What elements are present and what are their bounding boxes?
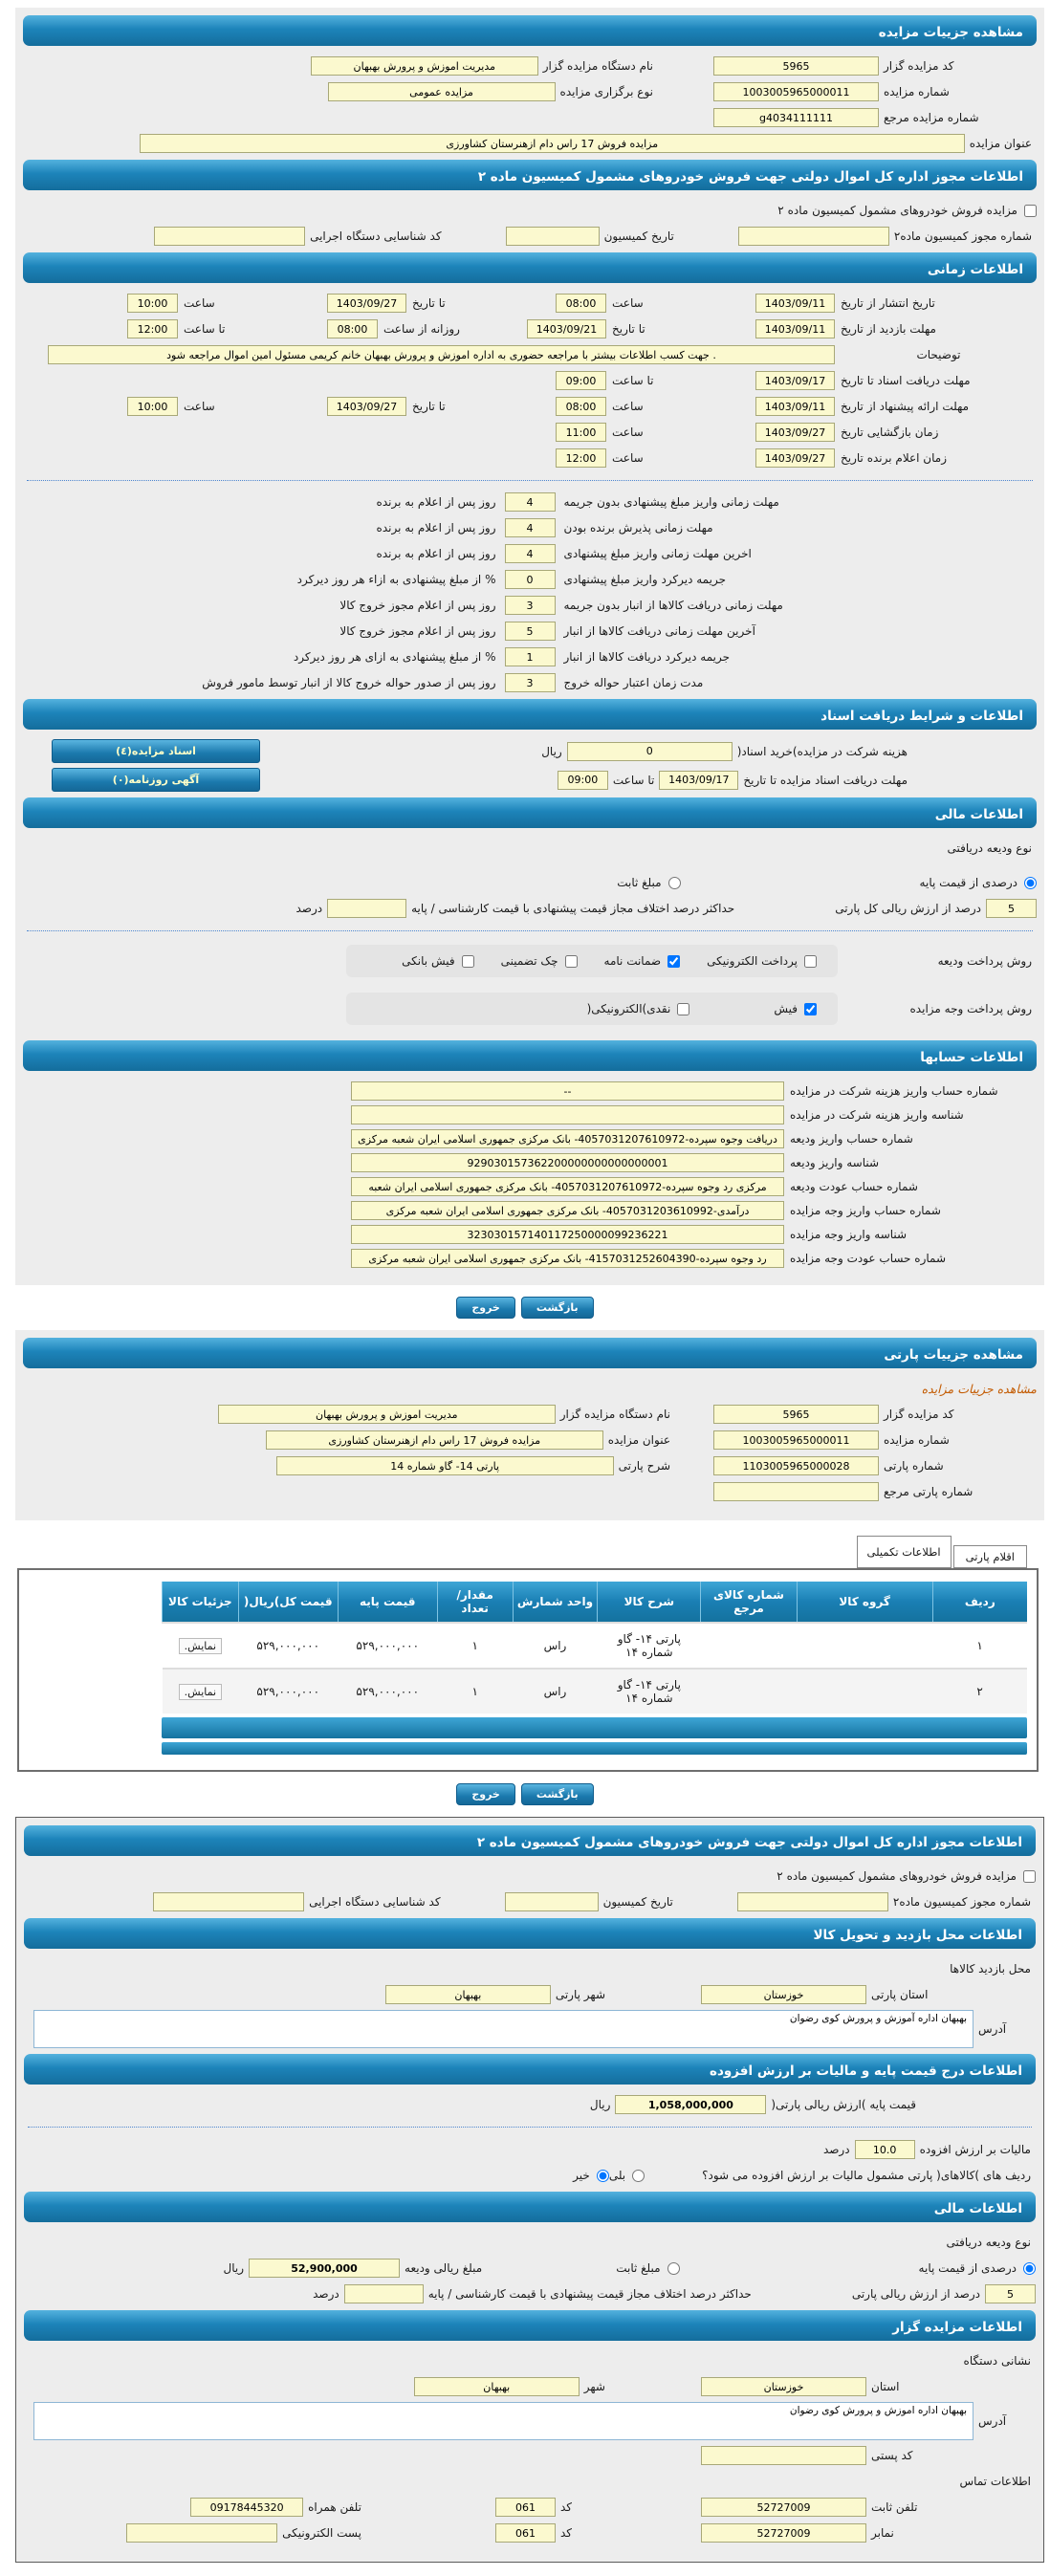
col-ref: شماره کالای مرجع	[701, 1582, 797, 1623]
fixed-amount-label: مبلغ ثابت	[616, 2261, 661, 2275]
party-code-label: کد مزایده گزار	[884, 1408, 954, 1421]
base-price-label: قیمت پایه )ارزش ریالی پارتی(	[771, 2098, 916, 2111]
cell-unit: راس	[513, 1669, 598, 1714]
docs-deadline-label: مهلت دریافت اسناد تا تاریخ	[841, 374, 971, 387]
epay-label: پرداخت الکترونیکی	[707, 954, 798, 968]
publish-to-label: تا تاریخ	[412, 296, 446, 310]
vat-no-radio-row[interactable]	[573, 2169, 609, 2182]
slip-label: فیش	[774, 1002, 798, 1015]
notes-input[interactable]	[48, 345, 835, 364]
madeh2-execid-label: کد شناسایی دستگاه اجرایی	[309, 1895, 441, 1909]
account-input[interactable]	[351, 1177, 784, 1196]
tab-party-items[interactable]: اقلام پارتی	[953, 1545, 1027, 1568]
org-province-label: استان	[871, 2380, 900, 2393]
madeh2-license-label: شماره مجوز کمیسیون ماده۲	[892, 1895, 1031, 1909]
mobile-label: تلفن همراه	[308, 2500, 361, 2514]
vat-unit: درصد	[822, 2143, 850, 2156]
deposit-method-label: روش پرداخت ودیعه	[937, 954, 1032, 968]
cell-total-price: ۵۲۹,۰۰۰,۰۰۰	[238, 1623, 338, 1669]
phone-code-label: کد	[559, 2500, 572, 2514]
section-header-pricing: اطلاعات درج قیمت پایه و مالیات بر ارزش افزوده	[24, 2054, 1036, 2085]
opening-label: زمان بازگشایی تاریخ	[841, 426, 939, 439]
account-input[interactable]	[351, 1105, 784, 1124]
madeh2-checkbox-row[interactable]	[777, 1869, 1036, 1883]
account-label: شناسه واریز هزینه شرکت در مزایده	[790, 1108, 964, 1122]
section-header-auction-details: مشاهده جزییات مزایده	[23, 15, 1037, 46]
cell-desc: پارتی ۱۴- گاو شماره ۱۴	[598, 1669, 701, 1714]
cell-base-price: ۵۲۹,۰۰۰,۰۰۰	[338, 1623, 437, 1669]
madeh2-checkbox-label: مزایده فروش خودروهای مشمول کمیسیون ماده ۲	[777, 204, 1017, 217]
section-header-timing: اطلاعات زمانی	[23, 252, 1037, 283]
org-address-input[interactable]	[33, 2402, 973, 2440]
auction-type-input[interactable]	[328, 82, 556, 101]
deposit-percent-input[interactable]	[986, 899, 1037, 918]
auction-type-label: نوع برگزاری مزایده	[559, 85, 653, 98]
cell-row: ۲	[932, 1669, 1027, 1714]
fee-input[interactable]	[567, 742, 733, 761]
deadline-suffix: روز پس از اعلام مجوز خروج کالا	[339, 599, 496, 612]
fax-code-label: کد	[559, 2526, 572, 2540]
publish-from-time[interactable]	[556, 294, 606, 313]
deadline-input[interactable]	[505, 492, 556, 512]
offer-label: مهلت ارائه پیشنهاد از تاریخ	[841, 400, 970, 413]
org-address-label: آدرس	[978, 2414, 1007, 2428]
party-city-input[interactable]	[385, 1985, 551, 2004]
maxdiff-label: حداکثر درصد اختلاف مجاز قیمت پیشنهادی با قیمت کارشناسی / پایه	[427, 2287, 752, 2301]
account-label: شناسه واریز ودیعه	[790, 1156, 880, 1169]
account-input[interactable]	[351, 1129, 784, 1148]
fixed-amount-radio[interactable]	[667, 2262, 680, 2275]
madeh2-date-label: تاریخ کمیسیون	[603, 229, 674, 243]
deadline-suffix: % از مبلغ پیشنهادی به ازاء هر روز دیرکرد	[296, 573, 496, 586]
madeh2-execid-label: کد شناسایی دستگاه اجرایی	[310, 229, 442, 243]
docs-sec-hour-label: تا ساعت	[612, 773, 655, 787]
phone-code-input[interactable]	[495, 2498, 556, 2517]
account-input[interactable]	[351, 1201, 784, 1220]
org-city-label: شهر	[583, 2380, 605, 2393]
deadline-label: مدت زمان اعتبار حواله خروج	[563, 676, 704, 689]
party-code-input[interactable]	[713, 1405, 879, 1424]
party-number-input[interactable]	[713, 1456, 879, 1475]
postal-code-input[interactable]	[701, 2446, 866, 2465]
party-extra-panel	[15, 1817, 1044, 2563]
phone-input[interactable]	[701, 2498, 866, 2517]
maxdiff-input[interactable]	[344, 2284, 424, 2303]
visit-from-time[interactable]	[327, 319, 378, 338]
bank-slip-checkbox[interactable]	[462, 955, 474, 968]
vat-yes-radio-row[interactable]	[609, 2169, 645, 2182]
vat-yes-radio[interactable]	[632, 2170, 645, 2182]
cell-total-price: ۵۲۹,۰۰۰,۰۰۰	[238, 1669, 338, 1714]
auction-details-panel	[15, 8, 1044, 1285]
cell-ref	[701, 1669, 797, 1714]
docs-deadline-hour-label: تا ساعت	[612, 374, 654, 387]
col-base-price: قیمت پایه	[338, 1582, 437, 1623]
view-auction-details-link[interactable]: مشاهده جزییات مزایده	[921, 1381, 1037, 1396]
col-total-price: قیمت کل)ریال(	[238, 1582, 338, 1623]
auction-number-label: شماره مزایده	[884, 85, 950, 98]
madeh2-execid-input[interactable]	[153, 1892, 304, 1911]
table-footer-bar	[162, 1717, 1027, 1738]
deadline-input[interactable]	[505, 518, 556, 537]
vat-question-label: ردیف های )کالاهای( پارتی مشمول مالیات بر ارزش افزوده می شود؟	[702, 2169, 1031, 2182]
deadline-input[interactable]	[505, 673, 556, 692]
deadline-label: مهلت زمانی واریز مبلغ پیشنهادی بدون جریمه	[563, 495, 779, 509]
guarantee-checkbox[interactable]	[667, 955, 680, 968]
vat-no-radio[interactable]	[597, 2170, 609, 2182]
party-org-label: نام دستگاه مزایده گزار	[559, 1408, 670, 1421]
deadline-input[interactable]	[505, 596, 556, 615]
dep-opt-epay[interactable]	[707, 954, 817, 968]
party-auction-title-label: عنوان مزایده	[607, 1433, 670, 1447]
pay-opt-slip[interactable]	[774, 1002, 817, 1015]
visit-place-label: محل بازدید کالاها	[950, 1962, 1031, 1976]
vat-label: مالیات بر ارزش افزوده	[919, 2143, 1031, 2156]
party-address-input[interactable]	[33, 2010, 973, 2048]
deadline-input[interactable]	[505, 570, 556, 589]
auction-ref-label: شماره مزایده مرجع	[884, 111, 979, 124]
docs-sec-deadline-time[interactable]	[558, 771, 608, 790]
deadline-label: مهلت زمانی دریافت کالاها از انبار بدون جریمه	[563, 599, 783, 612]
maxdiff-unit: درصد	[295, 902, 323, 915]
dotted-separator	[27, 930, 1033, 931]
pay-opt-cash[interactable]	[587, 1002, 690, 1015]
show-details-link[interactable]: نمایش.	[179, 1684, 222, 1700]
percent-of-base-label: درصدی از قیمت پایه	[919, 876, 1017, 889]
dotted-separator	[28, 2127, 1032, 2128]
email-input[interactable]	[126, 2523, 277, 2543]
fee-unit: ریال	[541, 744, 562, 758]
party-details-panel	[15, 1330, 1044, 1520]
party-city-label: شهر پارتی	[555, 1988, 605, 2001]
secured-check-label: چک تضمینی	[500, 954, 558, 968]
party-address-label: آدرس	[978, 2022, 1007, 2036]
show-details-link[interactable]: نمایش.	[179, 1638, 222, 1654]
auction-number-input[interactable]	[713, 82, 879, 101]
madeh2-date-label: تاریخ کمیسیون	[602, 1895, 673, 1909]
madeh2-date-input[interactable]	[506, 227, 600, 246]
publish-to-time[interactable]	[127, 294, 178, 313]
section-header-location: اطلاعات محل بازدید و تحویل کالا	[24, 1918, 1036, 1949]
section-header-madeh2: اطلاعات مجوز اداره کل اموال دولتی جهت فروش خودروهای مشمول کمیسیون ماده ۲	[23, 160, 1037, 190]
section-header-madeh2-b: اطلاعات مجوز اداره کل اموال دولتی جهت فروش خودروهای مشمول کمیسیون ماده ۲	[24, 1825, 1036, 1856]
mobile-input[interactable]	[190, 2498, 303, 2517]
opening-date[interactable]	[755, 423, 835, 442]
cell-desc: پارتی ۱۴- گاو شماره ۱۴	[598, 1623, 701, 1669]
offer-to-label: تا تاریخ	[412, 400, 446, 413]
cell-base-price: ۵۲۹,۰۰۰,۰۰۰	[338, 1669, 437, 1714]
deposit-percent-label: درصد از ارزش ریالی پارتی	[851, 2287, 980, 2301]
deadline-suffix: % از مبلغ پیشنهادی به ازای هر روز دیرکرد	[293, 650, 496, 664]
org-province-input[interactable]	[701, 2377, 866, 2396]
deposit-amount-label: مبلغ ریالی ودیعه	[405, 2261, 483, 2275]
auction-docs-button[interactable]: اسناد مزایده(٤)	[52, 739, 260, 763]
deadline-suffix: روز پس از اعلام مجوز خروج کالا	[339, 624, 496, 638]
percent-of-base-radio[interactable]	[1024, 877, 1037, 889]
publish-label: تاریخ انتشار از تاریخ	[841, 296, 935, 310]
deadline-suffix: روز پس از اعلام به برنده	[376, 495, 496, 509]
exit-button[interactable]: خروج	[456, 1783, 515, 1805]
party-ref-label: شماره پارتی مرجع	[884, 1485, 973, 1498]
col-details: جزئیات کالا	[163, 1582, 239, 1623]
party-desc-input[interactable]	[276, 1456, 614, 1475]
auction-code-label: کد مزایده گزار	[884, 59, 954, 73]
dep-opt-check[interactable]	[501, 954, 578, 968]
cell-qty: ۱	[437, 1669, 513, 1714]
party-province-input[interactable]	[701, 1985, 866, 2004]
madeh2-license-input[interactable]	[737, 1892, 888, 1911]
percent-of-base-radio-row[interactable]	[920, 876, 1037, 889]
dotted-separator	[27, 480, 1033, 481]
account-input[interactable]	[351, 1225, 784, 1244]
guarantee-label: ضمانت نامه	[603, 954, 662, 968]
vat-yes-label: بلی	[608, 2169, 626, 2182]
email-label: پست الکترونیکی	[282, 2526, 361, 2540]
percent-of-base-label: درصدی از قیمت پایه	[918, 2261, 1017, 2275]
postal-code-label: کد پستی	[871, 2449, 913, 2462]
account-label: شماره حساب عودت ودیعه	[790, 1180, 918, 1193]
items-table	[162, 1582, 1027, 1714]
deadline-label: اخرین مهلت زمانی واریز مبلغ پیشنهادی	[563, 547, 752, 560]
fixed-amount-radio-row[interactable]	[616, 2261, 679, 2275]
account-label: شماره حساب واریز هزینه شرکت در مزایده	[790, 1084, 998, 1098]
table-pager-bar	[162, 1742, 1027, 1755]
offer-from-date[interactable]	[755, 397, 835, 416]
back-button[interactable]: بازگشت	[521, 1297, 594, 1319]
publish-to-date[interactable]	[327, 294, 406, 313]
offer-to-date[interactable]	[327, 397, 406, 416]
offer-from-time[interactable]	[556, 397, 606, 416]
fee-label: هزینه شرکت در مزایده)خرید اسناد(	[736, 744, 908, 758]
deposit-method-options	[346, 945, 838, 977]
section-header-accounts: اطلاعات حسابها	[23, 1040, 1037, 1071]
offer-to-hour-label: ساعت	[184, 400, 215, 413]
auction-code-input[interactable]	[713, 56, 879, 76]
contact-info-title: اطلاعات تماس	[959, 2475, 1031, 2488]
organizer-name-label: نام دستگاه مزایده گزار	[542, 59, 653, 73]
party-auction-title-input[interactable]	[266, 1430, 603, 1450]
cell-unit: راس	[513, 1623, 598, 1669]
organizer-name-input[interactable]	[311, 56, 538, 76]
deposit-percent-input[interactable]	[985, 2284, 1036, 2303]
section-header-financial2: اطلاعات مالی	[24, 2192, 1036, 2222]
party-auction-number-input[interactable]	[713, 1430, 879, 1450]
cell-qty: ۱	[437, 1623, 513, 1669]
deadline-label: جریمه دیرکرد واریز مبلغ پیشنهادی	[563, 573, 726, 586]
account-label: شماره حساب واریز ودیعه	[790, 1132, 913, 1146]
deadline-suffix: روز پس از اعلام به برنده	[376, 547, 496, 560]
winner-hour-label: ساعت	[612, 451, 644, 465]
deposit-type-label: نوع ودیعه دریافتی	[946, 2236, 1031, 2249]
publish-to-hour-label: ساعت	[184, 296, 215, 310]
fax-code-input[interactable]	[495, 2523, 556, 2543]
fixed-amount-radio-row[interactable]	[617, 876, 680, 889]
visit-daily-label: روزانه از ساعت	[383, 322, 460, 336]
deadline-input[interactable]	[505, 622, 556, 641]
winner-label: زمان اعلام برنده تاریخ	[841, 451, 947, 465]
vat-no-label: خیر	[573, 2169, 590, 2182]
deposit-percent-label: درصد از ارزش ریالی کل پارتی	[835, 902, 981, 915]
account-input[interactable]	[351, 1081, 784, 1101]
publish-from-date[interactable]	[755, 294, 835, 313]
fax-label: نمابر	[871, 2526, 894, 2540]
deadline-input[interactable]	[505, 647, 556, 666]
base-price-input[interactable]	[615, 2095, 766, 2114]
table-row	[163, 1669, 1028, 1714]
account-input[interactable]	[351, 1153, 784, 1172]
docs-deadline-time[interactable]	[556, 371, 606, 390]
fixed-amount-radio[interactable]	[668, 877, 681, 889]
opening-time[interactable]	[556, 423, 606, 442]
dep-opt-guarantee[interactable]	[604, 954, 681, 968]
vat-input[interactable]	[855, 2140, 915, 2159]
cash-electronic-label: نقدی)الکترونیکی(	[586, 1002, 671, 1015]
slip-checkbox[interactable]	[804, 1003, 817, 1015]
party-auction-number-label: شماره مزایده	[884, 1433, 950, 1447]
col-group: گروه کالا	[797, 1582, 932, 1623]
newspaper-ad-button[interactable]: آگهی روزنامه(٠)	[52, 768, 260, 792]
col-qty: مقدار/ تعداد	[437, 1582, 513, 1623]
maxdiff-input[interactable]	[327, 899, 406, 918]
pay-method-options	[346, 993, 838, 1025]
secured-check-checkbox[interactable]	[565, 955, 578, 968]
visit-label: مهلت بازدید از تاریخ	[841, 322, 936, 336]
percent-of-base-radio-row[interactable]	[919, 2261, 1036, 2275]
party-ref-input[interactable]	[713, 1482, 879, 1501]
exit-button[interactable]: خروج	[456, 1297, 515, 1319]
docs-sec-deadline-label: مهلت دریافت اسناد مزایده تا تاریخ	[743, 773, 908, 787]
section-header-party-details: مشاهده جزییات پارتی	[23, 1338, 1037, 1368]
deadline-input[interactable]	[505, 544, 556, 563]
section-header-organizer: اطلاعات مزایده گزار	[24, 2310, 1036, 2341]
visit-from-date[interactable]	[755, 319, 835, 338]
party-org-input[interactable]	[218, 1405, 556, 1424]
account-label: شناسه واریز وجه مزایده	[790, 1228, 908, 1241]
madeh2-license-input[interactable]	[738, 227, 889, 246]
col-unit: واحد شمارش	[513, 1582, 598, 1623]
items-table-box	[17, 1568, 1039, 1772]
madeh2-checkbox-label: مزایده فروش خودروهای مشمول کمیسیون ماده ۲	[777, 1869, 1017, 1883]
madeh2-execid-input[interactable]	[154, 227, 305, 246]
publish-hour-label: ساعت	[612, 296, 644, 310]
cash-electronic-checkbox[interactable]	[677, 1003, 689, 1015]
cell-group	[797, 1669, 932, 1714]
visit-to-time[interactable]	[127, 319, 178, 338]
docs-deadline-date[interactable]	[755, 371, 835, 390]
party-desc-label: شرح پارتی	[618, 1459, 670, 1473]
notes-label: توضیحات	[916, 348, 961, 361]
auction-title-input[interactable]	[140, 134, 965, 153]
bank-slip-label: فیش بانکی	[402, 954, 455, 968]
pay-method-label: روش پرداخت وجه مزایده	[909, 1002, 1032, 1015]
party-province-label: استان پارتی	[871, 1988, 929, 2001]
madeh2-checkbox[interactable]	[1023, 1870, 1036, 1883]
deadline-label: آخرین مهلت زمانی دریافت کالاها از انبار	[563, 624, 755, 638]
auction-title-label: عنوان مزایده	[969, 137, 1032, 150]
tab-additional-info[interactable]: اطلاعات تکمیلی	[857, 1536, 952, 1568]
visit-to-label: تا تاریخ	[612, 322, 645, 336]
madeh2-checkbox[interactable]	[1024, 205, 1037, 217]
cell-group	[797, 1623, 932, 1669]
cell-row: ۱	[932, 1623, 1027, 1669]
madeh2-license-label: شماره مجوز کمیسیون ماده۲	[893, 229, 1032, 243]
winner-time[interactable]	[556, 448, 606, 468]
fax-input[interactable]	[701, 2523, 866, 2543]
opening-hour-label: ساعت	[612, 426, 644, 439]
winner-date[interactable]	[755, 448, 835, 468]
table-row	[163, 1623, 1028, 1669]
madeh2-checkbox-row[interactable]	[777, 204, 1037, 217]
docs-sec-deadline-date[interactable]	[659, 771, 738, 790]
org-address-title: نشانی دستگاه	[963, 2354, 1031, 2368]
maxdiff-unit: درصد	[313, 2287, 339, 2301]
deadline-suffix: روز پس از صدور حواله خروج کالا از انبار توسط مامور فروش	[202, 676, 496, 689]
dep-opt-bank-slip[interactable]	[402, 954, 473, 968]
offer-to-time[interactable]	[127, 397, 178, 416]
items-tabs	[0, 1536, 1027, 1568]
deadline-label: جریمه دیرکرد دریافت کالاها از انبار	[563, 650, 731, 664]
phone-label: تلفن ثابت	[871, 2500, 918, 2514]
deposit-amount-input[interactable]	[249, 2259, 400, 2278]
deposit-type-label: نوع ودیعه دریافتی	[947, 841, 1032, 855]
fixed-amount-label: مبلغ ثابت	[617, 876, 662, 889]
deadline-label: مهلت زمانی پذیرش برنده بودن	[563, 521, 713, 535]
epay-checkbox[interactable]	[804, 955, 817, 968]
maxdiff-label: حداکثر درصد اختلاف مجاز قیمت پیشنهادی با قیمت کارشناسی / پایه	[411, 902, 735, 915]
offer-hour-label: ساعت	[612, 400, 644, 413]
org-city-input[interactable]	[414, 2377, 580, 2396]
base-price-unit: ریال	[589, 2098, 611, 2111]
percent-of-base-radio[interactable]	[1023, 2262, 1036, 2275]
section-header-docs: اطلاعات و شرایط دریافت اسناد	[23, 699, 1037, 730]
cell-ref	[701, 1623, 797, 1669]
account-input[interactable]	[351, 1249, 784, 1268]
deadline-suffix: روز پس از اعلام به برنده	[376, 521, 496, 535]
auction-ref-input[interactable]	[713, 108, 879, 127]
visit-to-hour-label: تا ساعت	[184, 322, 226, 336]
account-label: شماره حساب واریز وجه مزایده	[790, 1204, 941, 1217]
col-row: ردیف	[932, 1582, 1027, 1623]
party-number-label: شماره پارتی	[884, 1459, 944, 1473]
col-desc: شرح کالا	[598, 1582, 701, 1623]
visit-to-date[interactable]	[527, 319, 606, 338]
section-header-financial1: اطلاعات مالی	[23, 797, 1037, 828]
back-button[interactable]: بازگشت	[521, 1783, 594, 1805]
account-label: شماره حساب عودت وجه مزایده	[790, 1252, 947, 1265]
deposit-amount-unit: ریال	[223, 2261, 245, 2275]
madeh2-date-input[interactable]	[505, 1892, 599, 1911]
